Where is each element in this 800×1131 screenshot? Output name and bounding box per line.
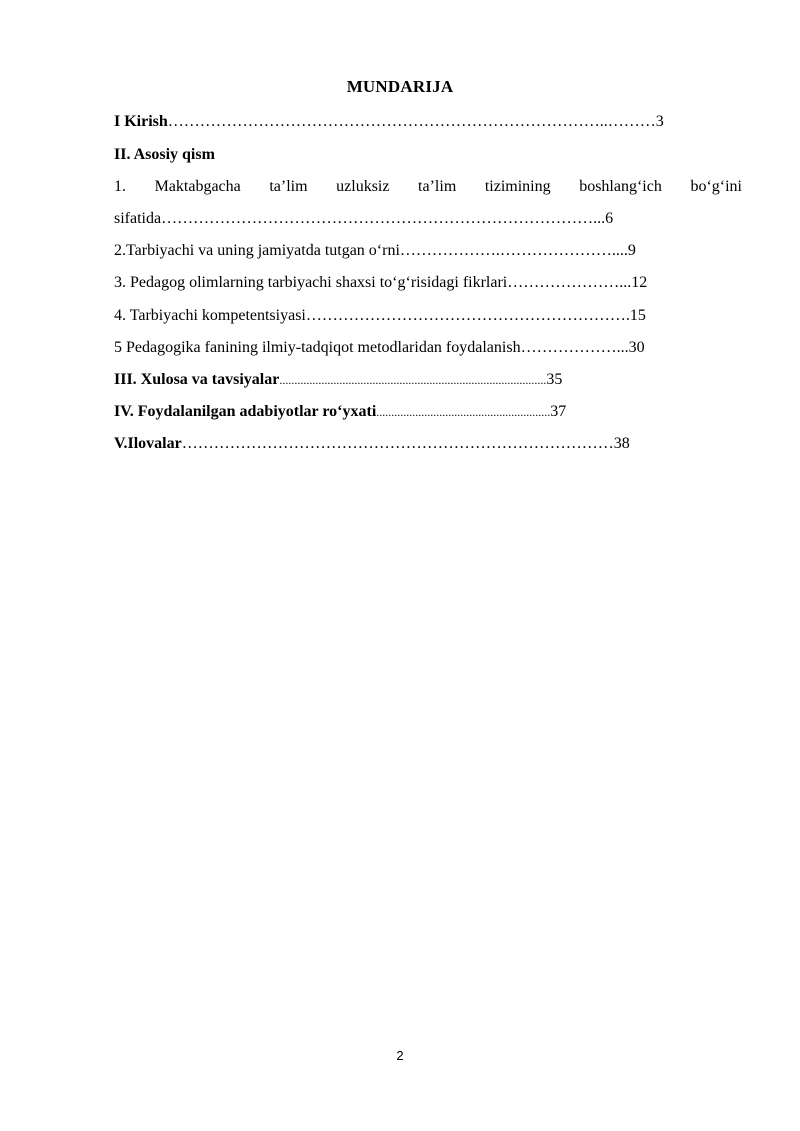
toc-word: ta’lim xyxy=(269,178,308,195)
toc-entry-label: II. Asosiy qism xyxy=(114,146,215,163)
toc-leader-dots: …………………... xyxy=(507,274,632,291)
toc-word: bo‘g‘ini xyxy=(690,178,742,195)
toc-page-number: 12 xyxy=(631,274,648,291)
toc-word: boshlang‘ich xyxy=(579,178,662,195)
toc-entry-4 xyxy=(114,306,742,326)
toc-entry-label: 4. Tarbiyachi kompetentsiyasi xyxy=(114,307,306,324)
toc-page-number: 30 xyxy=(628,339,645,356)
toc-entry-label: 5 Pedagogika fanining ilmiy-tadqiqot metodlaridan foydalanish xyxy=(114,339,521,356)
toc-entry-label: 2.Tarbiyachi va uning jamiyatda tutgan o‘rni xyxy=(114,242,400,259)
toc-entry-label: IV. Foydalanilgan adabiyotlar ro‘yxati xyxy=(114,403,377,420)
page-title: MUNDARIJA xyxy=(346,77,454,96)
toc-entry-label: V.Ilovalar xyxy=(114,435,182,452)
toc-page-number: 38 xyxy=(613,435,630,452)
toc-entry-kirish xyxy=(114,112,742,132)
page-number: 2 xyxy=(396,1048,404,1063)
toc-page-number: 3 xyxy=(655,113,664,130)
toc-word: uzluksiz xyxy=(336,178,390,195)
toc-leader-dots: ......................................................................................... xyxy=(279,373,547,387)
toc-leader-dots: .......................................................... xyxy=(376,405,551,419)
toc-word: tizimining xyxy=(484,178,551,195)
toc-entry-1-first-line xyxy=(114,177,742,197)
toc-entry-xulosa xyxy=(114,370,742,390)
toc-page-number: 35 xyxy=(546,371,563,388)
toc-word: Maktabgacha xyxy=(154,178,241,195)
toc-section-heading xyxy=(114,145,742,165)
toc-page-number: 6 xyxy=(605,210,614,227)
toc-page-number: 9 xyxy=(627,242,636,259)
toc-leader-dots: ………………... xyxy=(520,339,629,356)
toc-entry-label: I Kirish xyxy=(114,113,168,130)
toc-page-number: 37 xyxy=(550,403,567,420)
toc-leader-dots: ………………………………………………………………………..……… xyxy=(167,113,656,130)
toc-entry-1-second-line xyxy=(114,209,742,229)
toc-entry-label: III. Xulosa va tavsiyalar xyxy=(114,371,280,388)
toc-entry-label: 3. Pedagog olimlarning tarbiyachi shaxsi to‘g‘risidagi fikrlari xyxy=(114,274,508,291)
toc-leader-dots: ……………………………………………………. xyxy=(305,307,630,324)
toc-leader-dots: ………………………………………………………………………... xyxy=(161,210,606,227)
toc-entry-2 xyxy=(114,241,742,261)
toc-entry-ilovalar xyxy=(114,434,742,454)
toc-word: 1. xyxy=(114,178,126,195)
toc-entry-label: sifatida xyxy=(114,210,162,227)
toc-word: ta’lim xyxy=(418,178,457,195)
toc-entry-adabiyotlar xyxy=(114,402,742,422)
toc-entry-3 xyxy=(114,273,742,293)
toc-entry-5 xyxy=(114,338,742,358)
toc-leader-dots: ……………………………………………………………………… xyxy=(181,435,614,452)
toc-page-number: 15 xyxy=(629,307,646,324)
toc-leader-dots: ……………….………………….... xyxy=(399,242,628,259)
